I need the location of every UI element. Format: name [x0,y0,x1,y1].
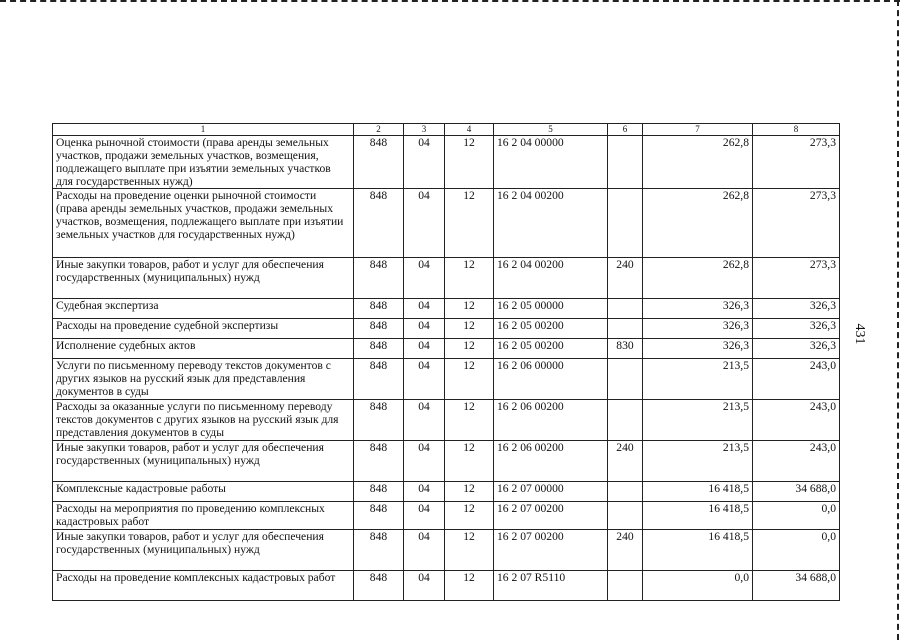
amount-year2-cell: 0,0 [753,530,840,571]
amount-year2-cell: 273,3 [753,258,840,299]
amount-year1-cell: 16 418,5 [643,502,753,530]
table-row [53,502,840,530]
department-code-cell: 848 [354,339,404,359]
target-article-cell: 16 2 07 00000 [494,482,608,502]
department-code-cell: 848 [354,441,404,482]
column-number: 6 [608,124,643,136]
expense-type-cell [608,571,643,601]
department-code-cell: 848 [354,258,404,299]
department-code-cell: 848 [354,400,404,441]
column-number: 3 [404,124,445,136]
section-code-cell: 04 [404,258,445,299]
amount-year1-cell: 16 418,5 [643,530,753,571]
table-row [53,571,840,601]
amount-year1-cell: 262,8 [643,189,753,258]
section-code-cell: 04 [404,339,445,359]
amount-year2-cell: 0,0 [753,502,840,530]
target-article-cell: 16 2 06 00200 [494,400,608,441]
row-name-cell: Иные закупки товаров, работ и услуг для обеспечения государственных (муниципальных) нужд [53,530,354,571]
section-code-cell: 04 [404,441,445,482]
department-code-cell: 848 [354,189,404,258]
row-name-cell: Расходы на проведение судебной экспертизы [53,319,354,339]
section-code-cell: 04 [404,571,445,601]
department-code-cell: 848 [354,319,404,339]
row-name-cell: Расходы на проведение комплексных кадастровых работ [53,571,354,601]
amount-year1-cell: 326,3 [643,319,753,339]
row-name-cell: Оценка рыночной стоимости (права аренды земельных участков, продажи земельных участков, возмещения, подлежащего выплате при изъятии земельных участков для государственных нужд) [53,136,354,189]
subsection-code-cell: 12 [445,400,494,441]
table-row [53,136,840,189]
table-row [53,530,840,571]
expense-type-cell [608,189,643,258]
amount-year2-cell: 243,0 [753,441,840,482]
table-row [53,441,840,482]
amount-year2-cell: 34 688,0 [753,571,840,601]
subsection-code-cell: 12 [445,530,494,571]
subsection-code-cell: 12 [445,339,494,359]
column-number: 8 [753,124,840,136]
column-number: 1 [53,124,354,136]
row-name-cell: Комплексные кадастровые работы [53,482,354,502]
section-code-cell: 04 [404,482,445,502]
department-code-cell: 848 [354,530,404,571]
target-article-cell: 16 2 04 00200 [494,189,608,258]
target-article-cell: 16 2 05 00200 [494,319,608,339]
subsection-code-cell: 12 [445,571,494,601]
expense-type-cell [608,359,643,400]
section-code-cell: 04 [404,136,445,189]
amount-year1-cell: 262,8 [643,136,753,189]
expense-type-cell [608,482,643,502]
department-code-cell: 848 [354,359,404,400]
expense-type-cell: 240 [608,441,643,482]
row-name-cell: Иные закупки товаров, работ и услуг для обеспечения государственных (муниципальных) нужд [53,258,354,299]
amount-year2-cell: 326,3 [753,299,840,319]
column-number-row [53,124,840,136]
table-row [53,319,840,339]
column-number: 7 [643,124,753,136]
expense-type-cell [608,136,643,189]
amount-year1-cell: 213,5 [643,359,753,400]
department-code-cell: 848 [354,136,404,189]
subsection-code-cell: 12 [445,189,494,258]
target-article-cell: 16 2 04 00000 [494,136,608,189]
section-code-cell: 04 [404,299,445,319]
target-article-cell: 16 2 06 00000 [494,359,608,400]
amount-year1-cell: 0,0 [643,571,753,601]
amount-year1-cell: 213,5 [643,400,753,441]
top-dashed-rule [0,0,900,2]
expense-type-cell: 830 [608,339,643,359]
amount-year1-cell: 16 418,5 [643,482,753,502]
target-article-cell: 16 2 05 00000 [494,299,608,319]
subsection-code-cell: 12 [445,136,494,189]
amount-year1-cell: 262,8 [643,258,753,299]
amount-year2-cell: 273,3 [753,136,840,189]
expense-type-cell [608,400,643,441]
amount-year2-cell: 326,3 [753,319,840,339]
row-name-cell: Расходы на проведение оценки рыночной стоимости (права аренды земельных участков, продажи земельных участков, возмещения, подлежащего выплате при изъятии земельных участков для государственных нужд) [53,189,354,258]
section-code-cell: 04 [404,359,445,400]
row-name-cell: Услуги по письменному переводу текстов документов с других языков на русский язык для представления документов в суды [53,359,354,400]
section-code-cell: 04 [404,530,445,571]
subsection-code-cell: 12 [445,319,494,339]
row-name-cell: Расходы за оказанные услуги по письменному переводу текстов документов с других языков на русский язык для представления документов в суды [53,400,354,441]
target-article-cell: 16 2 07 R5110 [494,571,608,601]
target-article-cell: 16 2 05 00200 [494,339,608,359]
row-name-cell: Исполнение судебных актов [53,339,354,359]
department-code-cell: 848 [354,571,404,601]
table-row [53,482,840,502]
amount-year2-cell: 34 688,0 [753,482,840,502]
expense-type-cell: 240 [608,530,643,571]
expense-type-cell [608,502,643,530]
target-article-cell: 16 2 07 00200 [494,530,608,571]
table-row [53,258,840,299]
table-row [53,400,840,441]
amount-year2-cell: 326,3 [753,339,840,359]
budget-table [52,123,840,601]
table-row [53,359,840,400]
department-code-cell: 848 [354,299,404,319]
subsection-code-cell: 12 [445,299,494,319]
expense-type-cell [608,319,643,339]
amount-year1-cell: 326,3 [643,339,753,359]
row-name-cell: Судебная экспертиза [53,299,354,319]
amount-year1-cell: 213,5 [643,441,753,482]
amount-year2-cell: 243,0 [753,359,840,400]
right-dashed-rule [897,0,899,640]
subsection-code-cell: 12 [445,482,494,502]
column-number: 2 [354,124,404,136]
section-code-cell: 04 [404,400,445,441]
row-name-cell: Иные закупки товаров, работ и услуг для обеспечения государственных (муниципальных) нужд [53,441,354,482]
table-row [53,339,840,359]
target-article-cell: 16 2 07 00200 [494,502,608,530]
table-row [53,299,840,319]
section-code-cell: 04 [404,319,445,339]
target-article-cell: 16 2 06 00200 [494,441,608,482]
section-code-cell: 04 [404,502,445,530]
column-number: 5 [494,124,608,136]
row-name-cell: Расходы на мероприятия по проведению комплексных кадастровых работ [53,502,354,530]
target-article-cell: 16 2 04 00200 [494,258,608,299]
amount-year2-cell: 273,3 [753,189,840,258]
subsection-code-cell: 12 [445,502,494,530]
department-code-cell: 848 [354,502,404,530]
column-number: 4 [445,124,494,136]
department-code-cell: 848 [354,482,404,502]
expense-type-cell: 240 [608,258,643,299]
subsection-code-cell: 12 [445,258,494,299]
amount-year2-cell: 243,0 [753,400,840,441]
amount-year1-cell: 326,3 [643,299,753,319]
table-body [53,124,840,601]
table-row [53,189,840,258]
subsection-code-cell: 12 [445,441,494,482]
expense-type-cell [608,299,643,319]
subsection-code-cell: 12 [445,359,494,400]
page-number: 431 [852,323,867,345]
section-code-cell: 04 [404,189,445,258]
